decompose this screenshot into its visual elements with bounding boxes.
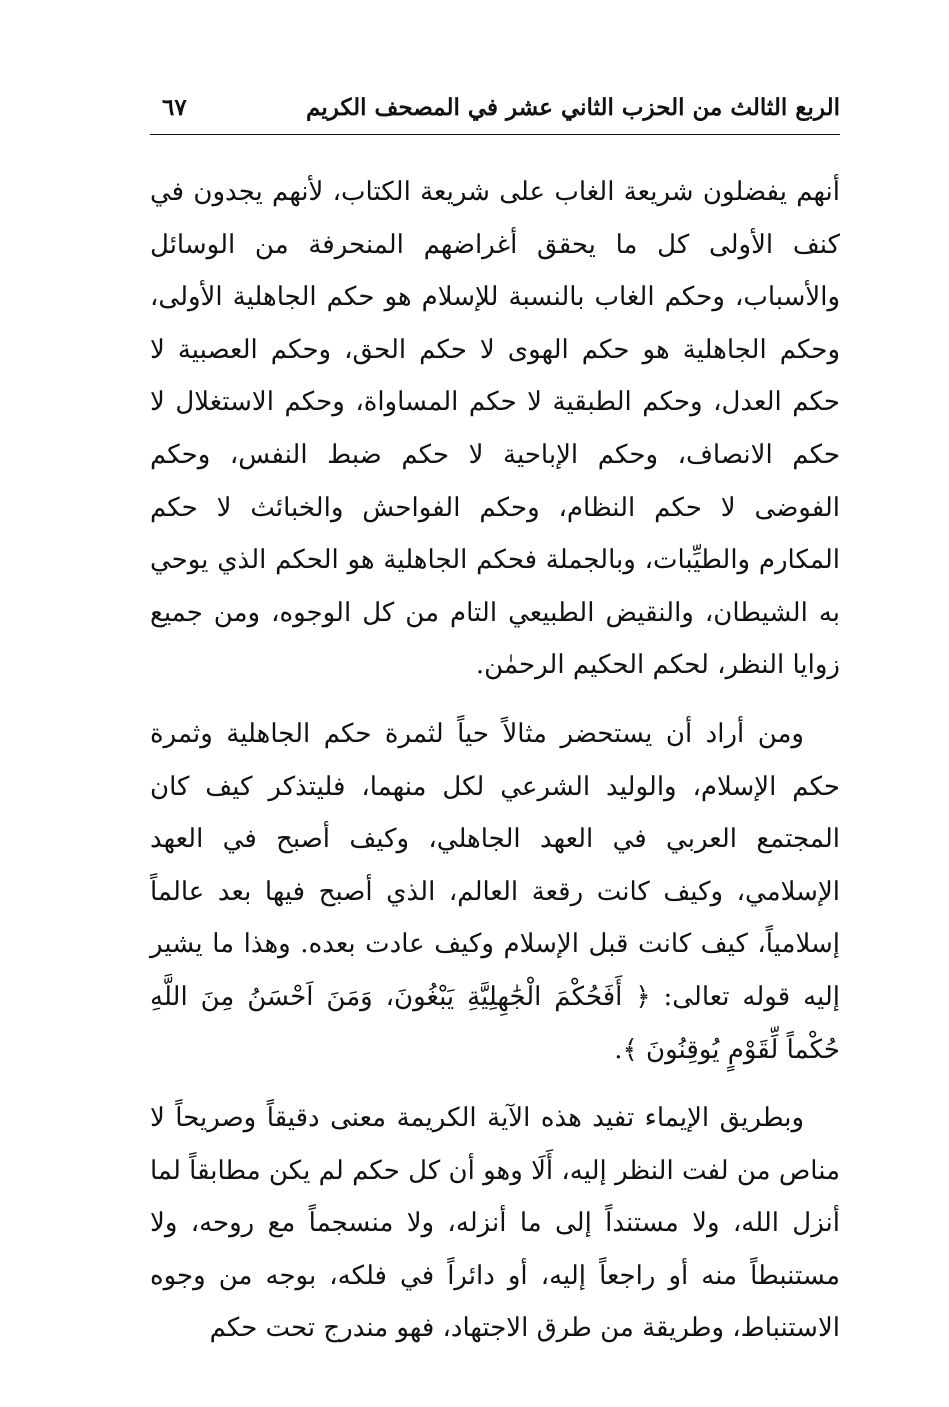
body-text (150, 166, 840, 1371)
paragraph-2: ومن أراد أن يستحضر مثالاً حياً لثمرة حكم الجاهلية وثمرة حكم الإسلام، والوليد الشرعي لكل منهما، فليتذكر كيف كان المجتمع العربي في العهد الجاهلي، وكيف أصبح في العهد الإسلامي، وكيف كانت رقعة العالم، الذي أصبح فيها بعد عالماً إسلامياً، كيف كانت قبل الإسلام وكيف عادت بعده. وهذا ما يشير إليه قوله تعالى: ﴿ أَفَحُكْمَ الْجَٰهِلِيَّةِ يَبْغُونَ، وَمَنَ اَحْسَنُ مِنَ اللَّهِ حُكْماً لِّقَوْمٍ يُوقِنُونَ ﴾. (150, 718, 840, 1065)
paragraph-3: وبطريق الإيماء تفيد هذه الآية الكريمة معنى دقيقاً وصريحاً لا مناص من لفت النظر إليه، أَلَا وهو أن كل حكم لم يكن مطابقاً لما أنزل الله، ولا مستنداً إلى ما أنزله، ولا منسجماً مع روحه، ولا مستنبطاً منه أو راجعاً إليه، أو دائراً في فلكه، بوجه من وجوه الاستنباط، وطريقة من طرق الاجتهاد، فهو مندرج تحت حكم (150, 1103, 840, 1344)
paragraph-1: أنهم يفضلون شريعة الغاب على شريعة الكتاب، لأنهم يجدون في كنف الأولى كل ما يحقق أغراضهم المنحرفة من الوسائل والأسباب، وحكم الغاب بالنسبة للإسلام هو حكم الجاهلية الأولى، وحكم الجاهلية هو حكم الهوى لا حكم الحق، وحكم العصبية لا حكم العدل، وحكم الطبقية لا حكم المساواة، وحكم الاستغلال لا حكم الانصاف، وحكم الإباحية لا حكم ضبط النفس، وحكم الفوضى لا حكم النظام، وحكم الفواحش والخبائث لا حكم المكارم والطيِّبات، وبالجملة فحكم الجاهلية هو الحكم الذي يوحي به الشيطان، والنقيض الطبيعي التام من كل الوجوه، ومن جميع زوايا النظر، لحكم الحكيم الرحمٰن. (150, 177, 840, 681)
page-number: ٦٧ (162, 94, 187, 121)
page-header (150, 94, 840, 135)
running-title: الربع الثالث من الحزب الثاني عشر في المصحف الكريم (306, 94, 840, 121)
